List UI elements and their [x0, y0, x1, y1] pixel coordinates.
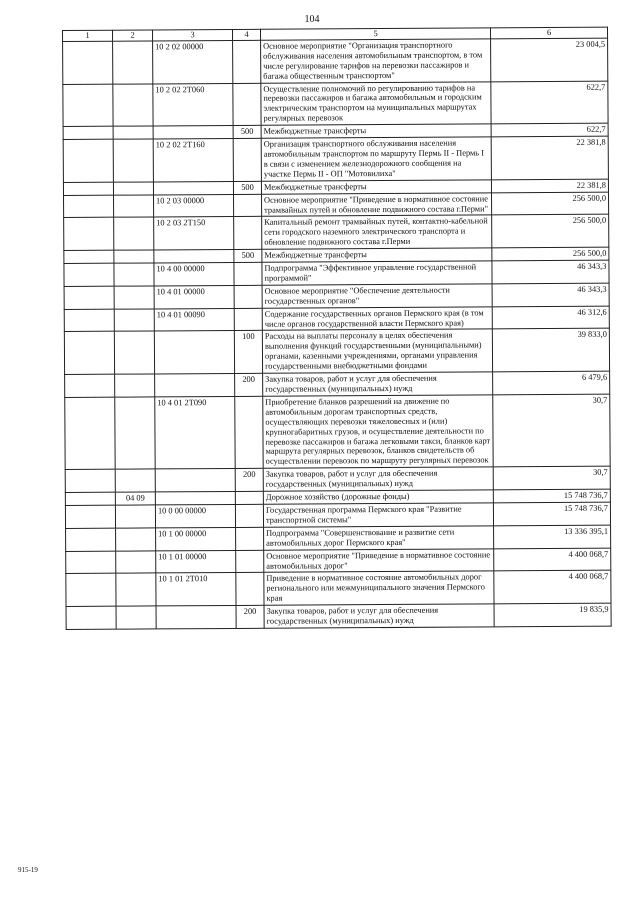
cell-column-1 [64, 218, 114, 251]
cell-expense-type [234, 262, 262, 285]
cell-name: Закупка товаров, работ и услуг для обеспечения государственных (муниципальных) нужд [264, 604, 494, 628]
cell-section [115, 397, 155, 470]
cell-name: Основное мероприятие "Обеспечение деятельности государственных органов" [262, 284, 492, 308]
cell-section [116, 606, 156, 629]
cell-section [113, 182, 153, 195]
cell-section [114, 309, 154, 332]
cell-amount: 6 479,6 [493, 371, 610, 395]
cell-expense-type: 500 [233, 181, 261, 194]
cell-amount: 30,7 [493, 466, 610, 490]
cell-section [114, 331, 154, 374]
cell-expense-type: 200 [235, 469, 263, 492]
cell-column-1 [64, 195, 114, 218]
cell-section [113, 126, 153, 139]
table-row [65, 371, 610, 397]
table-row [66, 571, 611, 607]
cell-expense-type [234, 194, 262, 217]
table-row [64, 283, 609, 309]
cell-expense-type: 200 [236, 605, 264, 628]
cell-name: Содержание государственных органов Пермского края (в том числе органов государственной власти Пермского края) [262, 307, 492, 331]
cell-column-1 [64, 250, 114, 263]
cell-amount: 13 336 395,1 [494, 525, 611, 549]
cell-expense-type [233, 40, 261, 83]
cell-section: 04 09 [115, 492, 155, 505]
cell-expense-type [234, 217, 262, 250]
cell-section [115, 505, 155, 528]
cell-expense-type [235, 396, 263, 469]
cell-section [116, 551, 156, 574]
cell-section [113, 139, 153, 182]
cell-amount: 622,7 [491, 123, 608, 137]
cell-column-1 [64, 263, 114, 286]
table-row [65, 502, 610, 528]
table-row [65, 394, 610, 470]
cell-expense-type [235, 491, 263, 504]
cell-expense-type: 100 [234, 331, 262, 374]
cell-section [114, 217, 154, 250]
table-row [66, 548, 611, 574]
cell-amount: 22 381,8 [491, 179, 608, 193]
cell-target-code [156, 606, 236, 629]
cell-target-code: 10 4 01 00000 [154, 285, 234, 308]
cell-column-1 [65, 374, 115, 397]
column-header: 6 [490, 27, 607, 39]
cell-amount: 39 833,0 [492, 329, 609, 372]
cell-name: Межбюджетные трансферты [262, 248, 492, 262]
cell-column-1 [64, 286, 114, 309]
cell-name: Подпрограмма "Эффективное управление государственной программой" [262, 261, 492, 285]
cell-target-code: 10 0 00 00000 [155, 504, 235, 527]
cell-name: Подпрограмма "Совершенствование и развитие сети автомобильных дорог Пермского края" [264, 526, 494, 550]
cell-name: Межбюджетные трансферты [261, 180, 491, 194]
cell-target-code [155, 469, 235, 492]
table-row [64, 329, 609, 375]
cell-target-code [153, 181, 233, 194]
cell-amount: 46 343,3 [492, 260, 609, 284]
cell-target-code: 10 1 00 00000 [156, 527, 236, 550]
cell-expense-type: 500 [234, 249, 262, 262]
cell-amount: 15 748 736,7 [493, 489, 610, 503]
cell-amount: 256 500,0 [492, 247, 609, 261]
cell-section [113, 41, 153, 84]
cell-expense-type: 200 [235, 373, 263, 396]
cell-section [114, 286, 154, 309]
cell-expense-type [233, 83, 261, 126]
cell-amount: 622,7 [491, 81, 608, 124]
cell-target-code: 10 2 03 2Т150 [154, 217, 234, 250]
cell-target-code [155, 492, 235, 505]
cell-target-code: 10 4 00 00000 [154, 262, 234, 285]
table-row [66, 525, 611, 551]
column-header: 4 [232, 29, 260, 40]
cell-target-code: 10 1 01 2Т010 [156, 573, 236, 606]
cell-section [114, 263, 154, 286]
column-header: 1 [63, 30, 113, 41]
column-header: 3 [153, 29, 233, 40]
cell-column-1 [65, 469, 115, 492]
cell-column-1 [63, 182, 113, 195]
cell-expense-type [234, 285, 262, 308]
cell-target-code: 10 1 01 00000 [156, 550, 236, 573]
cell-target-code: 10 4 01 00090 [154, 308, 234, 331]
cell-expense-type [235, 504, 263, 527]
cell-section [114, 250, 154, 263]
cell-section [115, 374, 155, 397]
table-row [64, 215, 609, 251]
cell-name: Закупка товаров, работ и услуг для обеспечения государственных (муниципальных) нужд [263, 372, 493, 396]
cell-target-code: 10 4 01 2Т090 [155, 396, 235, 469]
cell-section [116, 573, 156, 606]
cell-name: Организация транспортного обслуживания населения автомобильным транспортом по маршруту Пермь II - Пермь I в связи с изменением железнодорожного сообщения на участке Пермь II - ОП "Мотовилиха" [261, 137, 491, 181]
table-row [65, 466, 610, 492]
cell-column-1 [66, 551, 116, 574]
cell-name: Основное мероприятие "Приведение в нормативное состояние трамвайных путей и обновление подвижного состава г.Перми" [262, 192, 492, 216]
table-row [63, 38, 608, 84]
cell-name: Осуществление полномочий по регулированию тарифов на перевозки пассажиров и багажа автомобильным и городским электрическим транспортом на муниципальных маршрутах регулярных перевозок [261, 81, 491, 125]
cell-expense-type [233, 138, 261, 181]
cell-target-code: 10 2 03 00000 [154, 194, 234, 217]
cell-expense-type [236, 527, 264, 550]
cell-name: Приведение в нормативное состояние автомобильных дорог регионального или межмуниципального значения Пермского края [264, 571, 494, 605]
cell-section [114, 195, 154, 218]
cell-amount: 4 400 068,7 [494, 571, 611, 604]
cell-name: Дорожное хозяйство (дорожные фонды) [263, 490, 493, 504]
table-row [63, 136, 608, 182]
cell-amount: 15 748 736,7 [493, 502, 610, 526]
cell-target-code: 10 2 02 00000 [153, 40, 233, 83]
cell-name: Государственная программа Пермского края "Развитие транспортной системы" [263, 503, 493, 527]
table-row [63, 81, 608, 127]
cell-column-1 [65, 397, 115, 470]
cell-column-1 [65, 492, 115, 505]
cell-column-1 [63, 41, 113, 84]
cell-amount: 19 835,9 [494, 603, 611, 627]
cell-column-1 [64, 309, 114, 332]
cell-amount: 4 400 068,7 [494, 548, 611, 572]
cell-target-code: 10 2 02 2Т160 [153, 139, 233, 182]
cell-section [113, 83, 153, 126]
footer-code: 915-19 [18, 866, 38, 874]
cell-column-1 [63, 126, 113, 139]
cell-name: Закупка товаров, работ и услуг для обеспечения государственных (муниципальных) нужд [263, 467, 493, 491]
cell-amount: 46 343,3 [492, 283, 609, 307]
cell-amount: 22 381,8 [491, 136, 608, 179]
cell-name: Расходы на выплаты персоналу в целях обеспечения выполнения функций государственными (муниципальными) органами, казенными учреждениями, органами управления государственными внебюджетными фондами [262, 329, 492, 373]
cell-expense-type: 500 [233, 125, 261, 138]
cell-target-code [154, 250, 234, 263]
cell-column-1 [66, 574, 116, 607]
table-row [64, 192, 609, 218]
cell-name: Основное мероприятие "Приведение в нормативное состояние автомобильных дорог" [264, 548, 494, 572]
cell-column-1 [63, 139, 113, 182]
cell-amount: 30,7 [493, 394, 610, 467]
cell-column-1 [63, 84, 113, 127]
cell-name: Основное мероприятие "Организация транспортного обслуживания населения автомобильным транспортом, в том числе регулирование тарифов на перевозки пассажиров и багажа общественным транспортом" [261, 39, 491, 83]
cell-expense-type [236, 550, 264, 573]
cell-column-1 [66, 606, 116, 629]
cell-target-code [155, 374, 235, 397]
cell-amount: 46 312,6 [492, 306, 609, 330]
cell-target-code [154, 331, 234, 374]
cell-section [115, 469, 155, 492]
table-row [66, 603, 611, 629]
cell-target-code: 10 2 02 2Т060 [153, 83, 233, 126]
cell-column-1 [66, 528, 116, 551]
cell-expense-type [234, 308, 262, 331]
cell-column-1 [64, 332, 114, 375]
cell-expense-type [236, 573, 264, 606]
table-row [64, 260, 609, 286]
column-header: 2 [113, 30, 153, 41]
cell-amount: 256 500,0 [492, 215, 609, 248]
cell-name: Межбюджетные трансферты [261, 124, 491, 138]
cell-section [116, 528, 156, 551]
budget-table [62, 27, 612, 630]
table-body [63, 38, 612, 629]
page-number: 104 [304, 14, 320, 25]
cell-amount: 256 500,0 [492, 192, 609, 216]
cell-name: Капитальный ремонт трамвайных путей, контактно-кабельной сети городского наземного электрического транспорта и обновление подвижного состава г.Перми [262, 215, 492, 249]
cell-name: Приобретение бланков разрешений на движение по автомобильным дорогам транспортных средств, осуществляющих перевозки тяжеловесных и (или) крупногабаритных грузов, и осуществление деятельности по перевозке пассажиров и багажа легковыми такси, бланков карт маршрута регулярных перевозок, бланков свидетельств об осуществлении перевозок по маршруту регулярных перевозок [263, 395, 493, 469]
cell-amount: 23 004,5 [491, 38, 608, 81]
column-header: 5 [260, 28, 490, 40]
table-row [64, 306, 609, 332]
cell-target-code [153, 126, 233, 139]
cell-column-1 [65, 505, 115, 528]
